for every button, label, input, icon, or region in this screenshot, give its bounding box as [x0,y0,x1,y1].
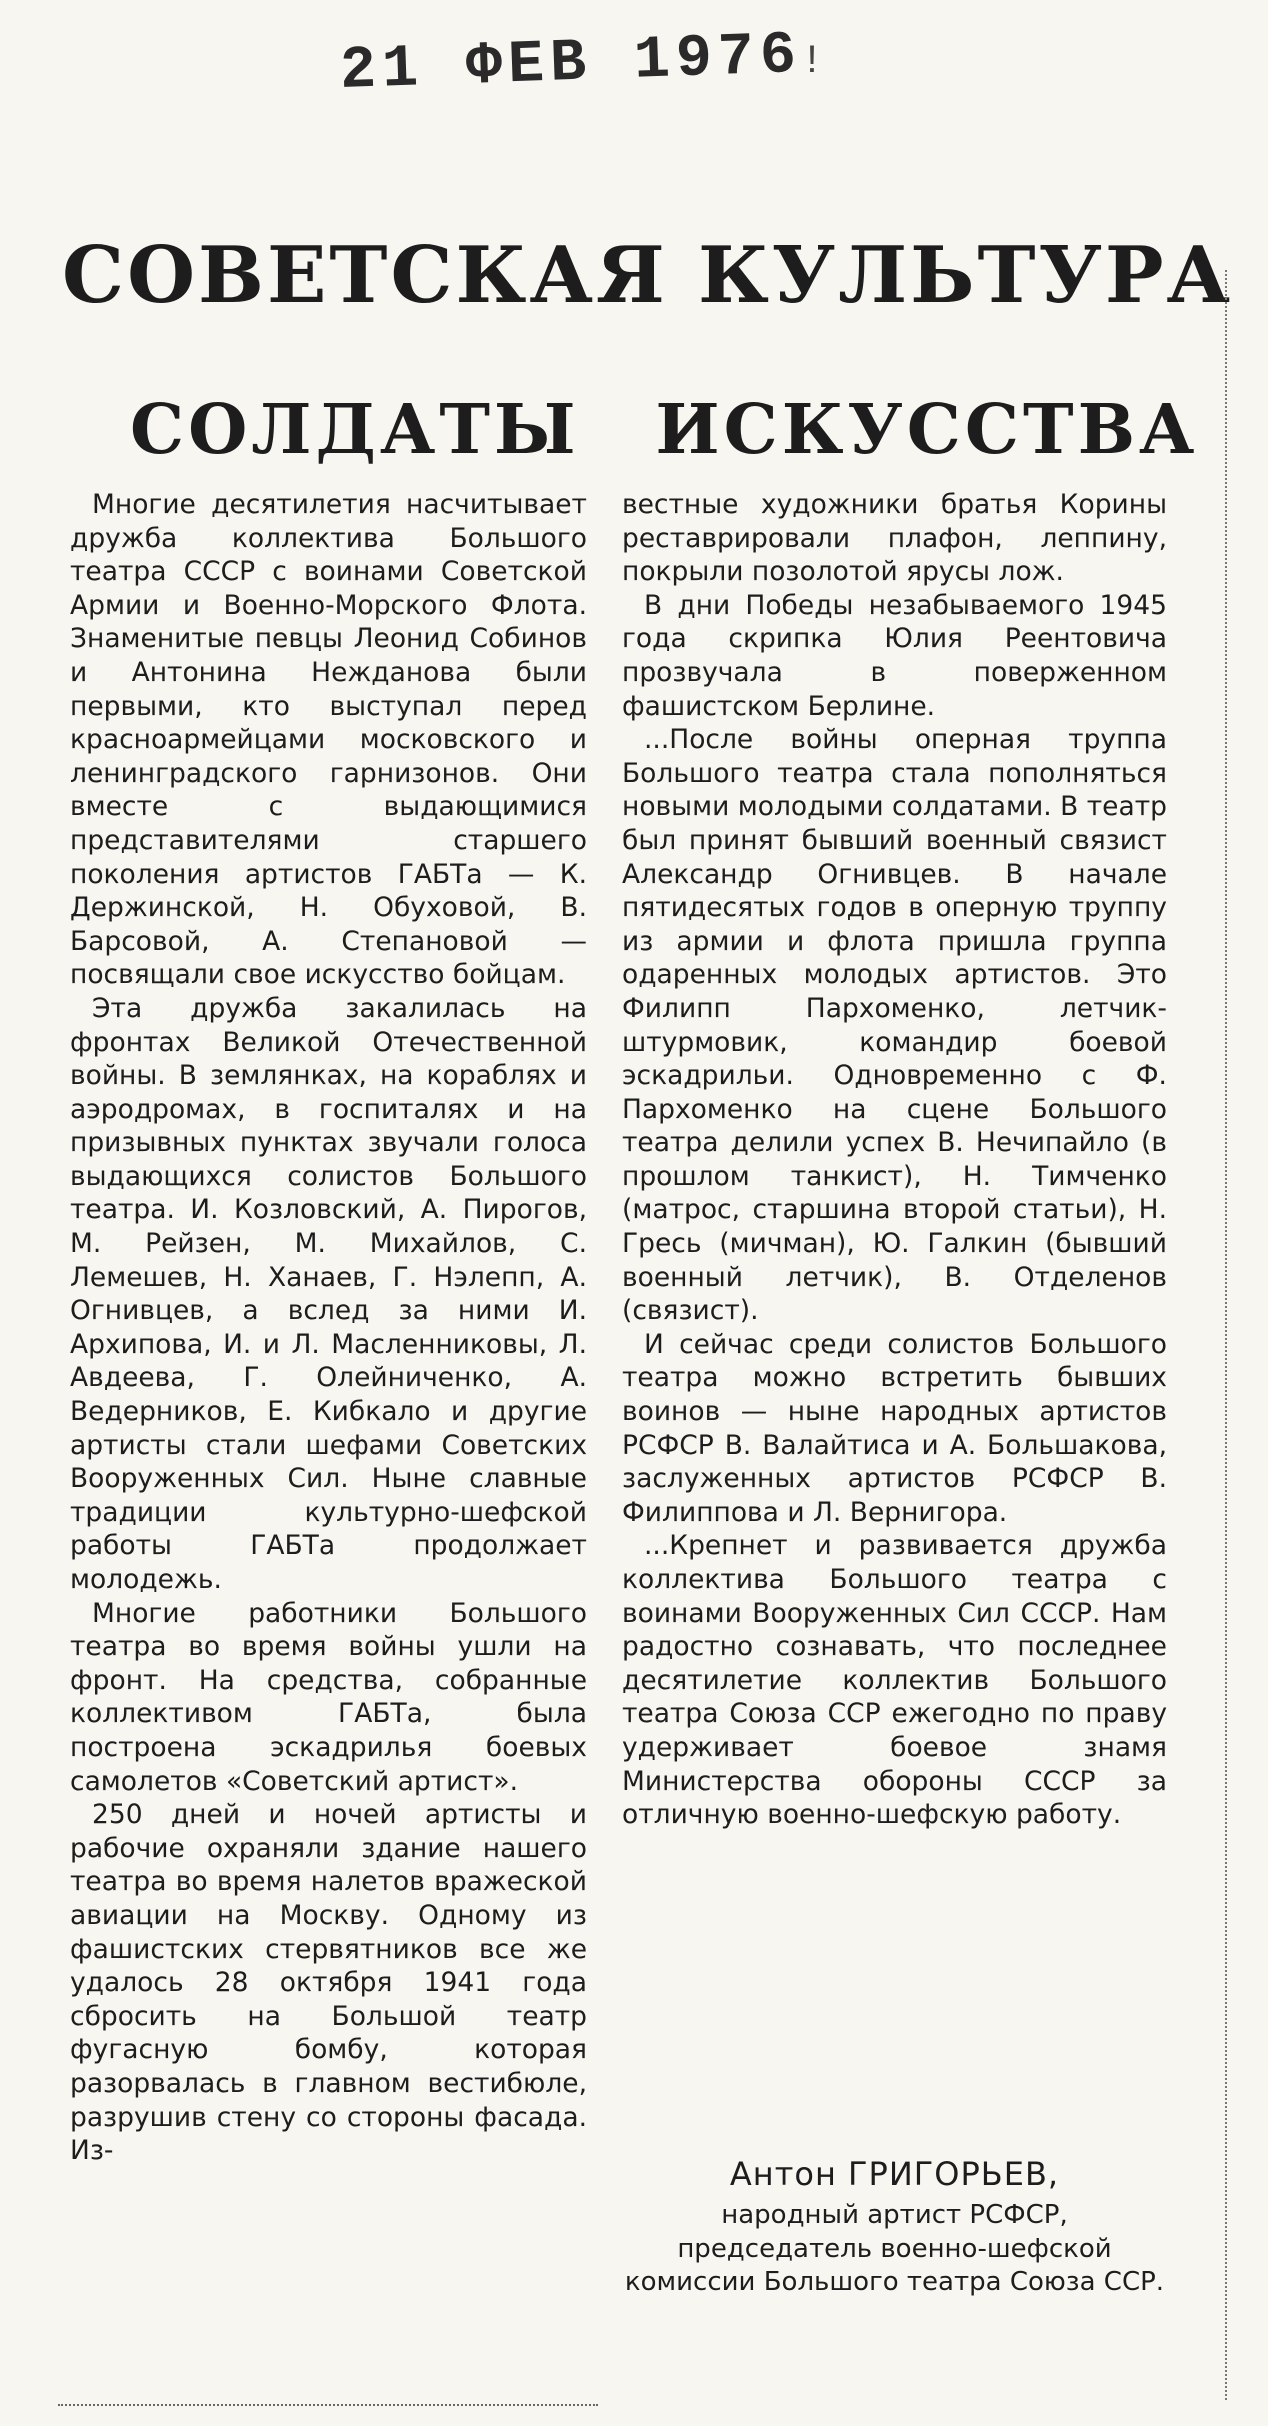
cut-line-right [1225,270,1227,2400]
article-column-left [70,488,587,2168]
article-title: СОЛДАТЫ ИСКУССТВА [130,390,1199,470]
masthead [62,230,1234,321]
date-stamp: 21 ФЕВ 1976 [338,21,804,107]
cut-line-bottom [58,2404,598,2406]
stamp-mark: ! [800,40,825,85]
paragraph: ...Крепнет и развивается дружба коллектива Большого театра с воинами Вооруженных Сил СССР. Нам радостно сознавать, что последнее десятилетие коллектив Большого театра Союза ССР ежегодно по праву удерживает боевое знамя Министерства обороны СССР за отличную военно-шефскую работу. [622,1530,1167,1831]
paragraph: Эта дружба закалилась на фронтах Великой Отечественной войны. В землянках, на кораблях и аэродромах, в госпиталях и на призывных пунктах звучали голоса выдающихся солистов Большого театра. И. Козловский, А. Пирогов, М. Рейзен, М. Михайлов, С. Лемешев, Н. Ханаев, Г. Нэлепп, А. Огнивцев, а вслед за ними И. Архипова, И. и Л. Масленниковы, Л. Авдеева, Г. Олейниченко, А. Ведерников, Е. Кибкало и другие артисты стали шефами Советских Вооруженных Сил. Ныне славные традиции культурно-шефской работы ГАБТа продолжает молодежь. [70,992,587,1595]
paragraph: И сейчас среди солистов Большого театра можно встретить бывших воинов — ныне народных артистов РСФСР В. Валайтиса и А. Большакова, заслуженных артистов РСФСР В. Филиппова и Л. Вернигора. [622,1328,1167,1528]
paragraph: вестные художники братья Корины реставрировали плафон, леппину, покрыли позолотой ярусы лож. [622,489,1167,588]
paragraph: Многие работники Большого театра во время войны ушли на фронт. На средства, собранные коллективом ГАБТа, была построена эскадрилья боевых самолетов «Советский артист». [70,1597,587,1797]
newspaper-name: СОВЕТСКАЯ КУЛЬТУРА [62,230,1234,321]
paragraph: ...После войны оперная труппа Большого театра стала пополняться новыми молодыми солдатами. В театр был принят бывший военный связист Александр Огнивцев. В начале пятидесятых годов в оперную труппу из армии и флота пришла группа одаренных молодых артистов. Это Филипп Пархоменко, летчик-штурмовик, командир боевой эскадрильи. Одновременно с Ф. Пархоменко на сцене Большого театра делили успех В. Нечипайло (в прошлом танкист), Н. Тимченко (матрос, старшина второй статьи), Н. Гресь (мичман), Ю. Галкин (бывший военный летчик), В. Отделенов (связист). [622,724,1167,1327]
paragraph: 250 дней и ночей артисты и рабочие охраняли здание нашего театра во время налетов вражеской авиации на Москву. Одному из фашистских стервятников все же удалось 28 октября 1941 года сбросить на Большой театр фугасную бомбу, которая разорвалась в главном вестибюле, разрушив стену со стороны фасада. Из- [70,1799,587,2167]
paragraph: Многие десятилетия насчитывает дружба коллектива Большого театра СССР с воинами Советской Армии и Военно-Морского Флота. Знаменитые певцы Леонид Собинов и Антонина Нежданова были первыми, кто выступал перед красноармейцами московского и ленинградского гарнизонов. Они вместе с выдающимися представителями старшего поколения артистов ГАБТа — К. Держинской, Н. Обуховой, В. Барсовой, А. Степановой — посвящали свое искусство бойцам. [70,489,587,991]
author-title: народный артист РСФСР, председатель военно-шефской комиссии Большого театра Союза ССР. [624,2200,1165,2298]
article-column-right [622,488,1167,1832]
author-name: Антон ГРИГОРЬЕВ, [729,2155,1060,2193]
author-signature [622,2155,1167,2300]
paragraph: В дни Победы незабываемого 1945 года скрипка Юлия Реентовича прозвучала в поверженном фашистском Берлине. [622,589,1167,722]
